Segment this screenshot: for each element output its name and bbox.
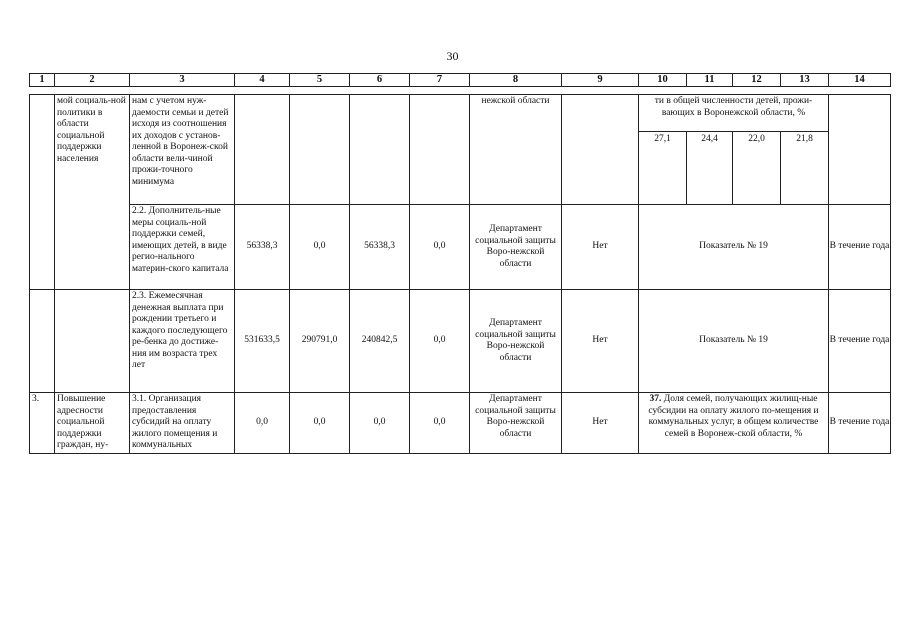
row3-col9-cell: Нет — [562, 290, 639, 393]
header-cell-9: 9 — [562, 74, 639, 87]
row4-col5-cell: 0,0 — [290, 393, 350, 454]
row1-col5-cell — [290, 95, 350, 205]
row1-col14-cell — [829, 95, 891, 205]
row3-col3-cell: 2.3. Ежемесячная денежная выплата при рождении третьего и каждого последующего ре-бенка до достиже-ния им возраста трех лет — [130, 290, 235, 393]
row4-col1-cell: 3. — [30, 393, 55, 454]
header-cell-3: 3 — [130, 74, 235, 87]
table-row — [30, 393, 891, 454]
header-cell-12: 12 — [733, 74, 781, 87]
row4-indicator-cell — [639, 393, 829, 454]
header-cell-8: 8 — [470, 74, 562, 87]
table-row — [30, 95, 891, 132]
row4-col7-cell: 0,0 — [410, 393, 470, 454]
value-2023: 22,0 — [733, 132, 781, 205]
row2-col6-cell: 56338,3 — [350, 205, 410, 290]
indicator-description: Доля семей, получающих жилищ-ные субсидии на оплату жилого по-мещения и коммунальных услуг, в общем количестве семей в Воронеж-ской области, % — [648, 394, 819, 439]
value-2021: 27,1 — [639, 132, 687, 205]
header-row — [30, 74, 891, 87]
header-cell-10: 10 — [639, 74, 687, 87]
row2-col3-cell: 2.2. Дополнитель-ные меры социаль-ной поддержки семей, имеющих детей, в виде регио-нального материн-ского капитала — [130, 205, 235, 290]
header-cell-1: 1 — [30, 74, 55, 87]
row4-col2-cell: Повышение адресности социальной поддержки граждан, ну- — [55, 393, 130, 454]
row1-col9-cell — [562, 95, 639, 205]
row4-col8-cell: Департамент социальной защиты Воро-нежской области — [470, 393, 562, 454]
row3-col6-cell: 240842,5 — [350, 290, 410, 393]
row4-col9-cell: Нет — [562, 393, 639, 454]
row4-col6-cell: 0,0 — [350, 393, 410, 454]
row2-col8-cell: Департамент социальной защиты Воро-нежской области — [470, 205, 562, 290]
row1-col3-cell: нам с учетом нуж-даемости семьи и детей исходя из соотношения их доходов с установ-ленной в Воронеж-ской области вели-чиной прожи-точного минимума — [130, 95, 235, 205]
row2-col7-cell: 0,0 — [410, 205, 470, 290]
row3-col14-cell: В течение года — [829, 290, 891, 393]
page-number: 30 — [446, 49, 459, 63]
row3-col7-cell: 0,0 — [410, 290, 470, 393]
row1-col1-cell — [30, 95, 55, 290]
row2-col14-cell: В течение года — [829, 205, 891, 290]
row3-col8-cell: Департамент социальной защиты Воро-нежской области — [470, 290, 562, 393]
row4-col3-cell: 3.1. Организация предоставления субсидий на оплату жилого помещения и коммунальных — [130, 393, 235, 454]
row2-indicator-cell: Показатель № 19 — [639, 205, 829, 290]
row2-col9-cell: Нет — [562, 205, 639, 290]
value-2022: 24,4 — [687, 132, 733, 205]
row1-col2-cell: мой социаль-ной политики в области социальной поддержки населения — [55, 95, 130, 290]
header-cell-7: 7 — [410, 74, 470, 87]
header-cell-2: 2 — [55, 74, 130, 87]
spacer-row — [30, 87, 891, 95]
row2-col4-cell: 56338,3 — [235, 205, 290, 290]
row1-col4-cell — [235, 95, 290, 205]
indicator-text-cell: ти в общей численности детей, прожи-вающих в Воронежской области, % — [639, 95, 829, 132]
header-cell-14: 14 — [829, 74, 891, 87]
row3-indicator-cell: Показатель № 19 — [639, 290, 829, 393]
table-row — [30, 290, 891, 393]
table-row — [30, 205, 891, 290]
row4-col4-cell: 0,0 — [235, 393, 290, 454]
header-cell-11: 11 — [687, 74, 733, 87]
row2-col5-cell: 0,0 — [290, 205, 350, 290]
indicator-number: 37. — [649, 394, 662, 404]
row4-col14-cell: В течение года — [829, 393, 891, 454]
header-cell-6: 6 — [350, 74, 410, 87]
header-cell-13: 13 — [781, 74, 829, 87]
row1-col6-cell — [350, 95, 410, 205]
row1-col8-cell: нежской области — [470, 95, 562, 205]
header-cell-5: 5 — [290, 74, 350, 87]
row1-col7-cell — [410, 95, 470, 205]
program-table — [29, 73, 891, 454]
row3-col4-cell: 531633,5 — [235, 290, 290, 393]
row3-col5-cell: 290791,0 — [290, 290, 350, 393]
row3-col2-cell — [55, 290, 130, 393]
header-cell-4: 4 — [235, 74, 290, 87]
value-2024: 21,8 — [781, 132, 829, 205]
row3-col1-cell — [30, 290, 55, 393]
